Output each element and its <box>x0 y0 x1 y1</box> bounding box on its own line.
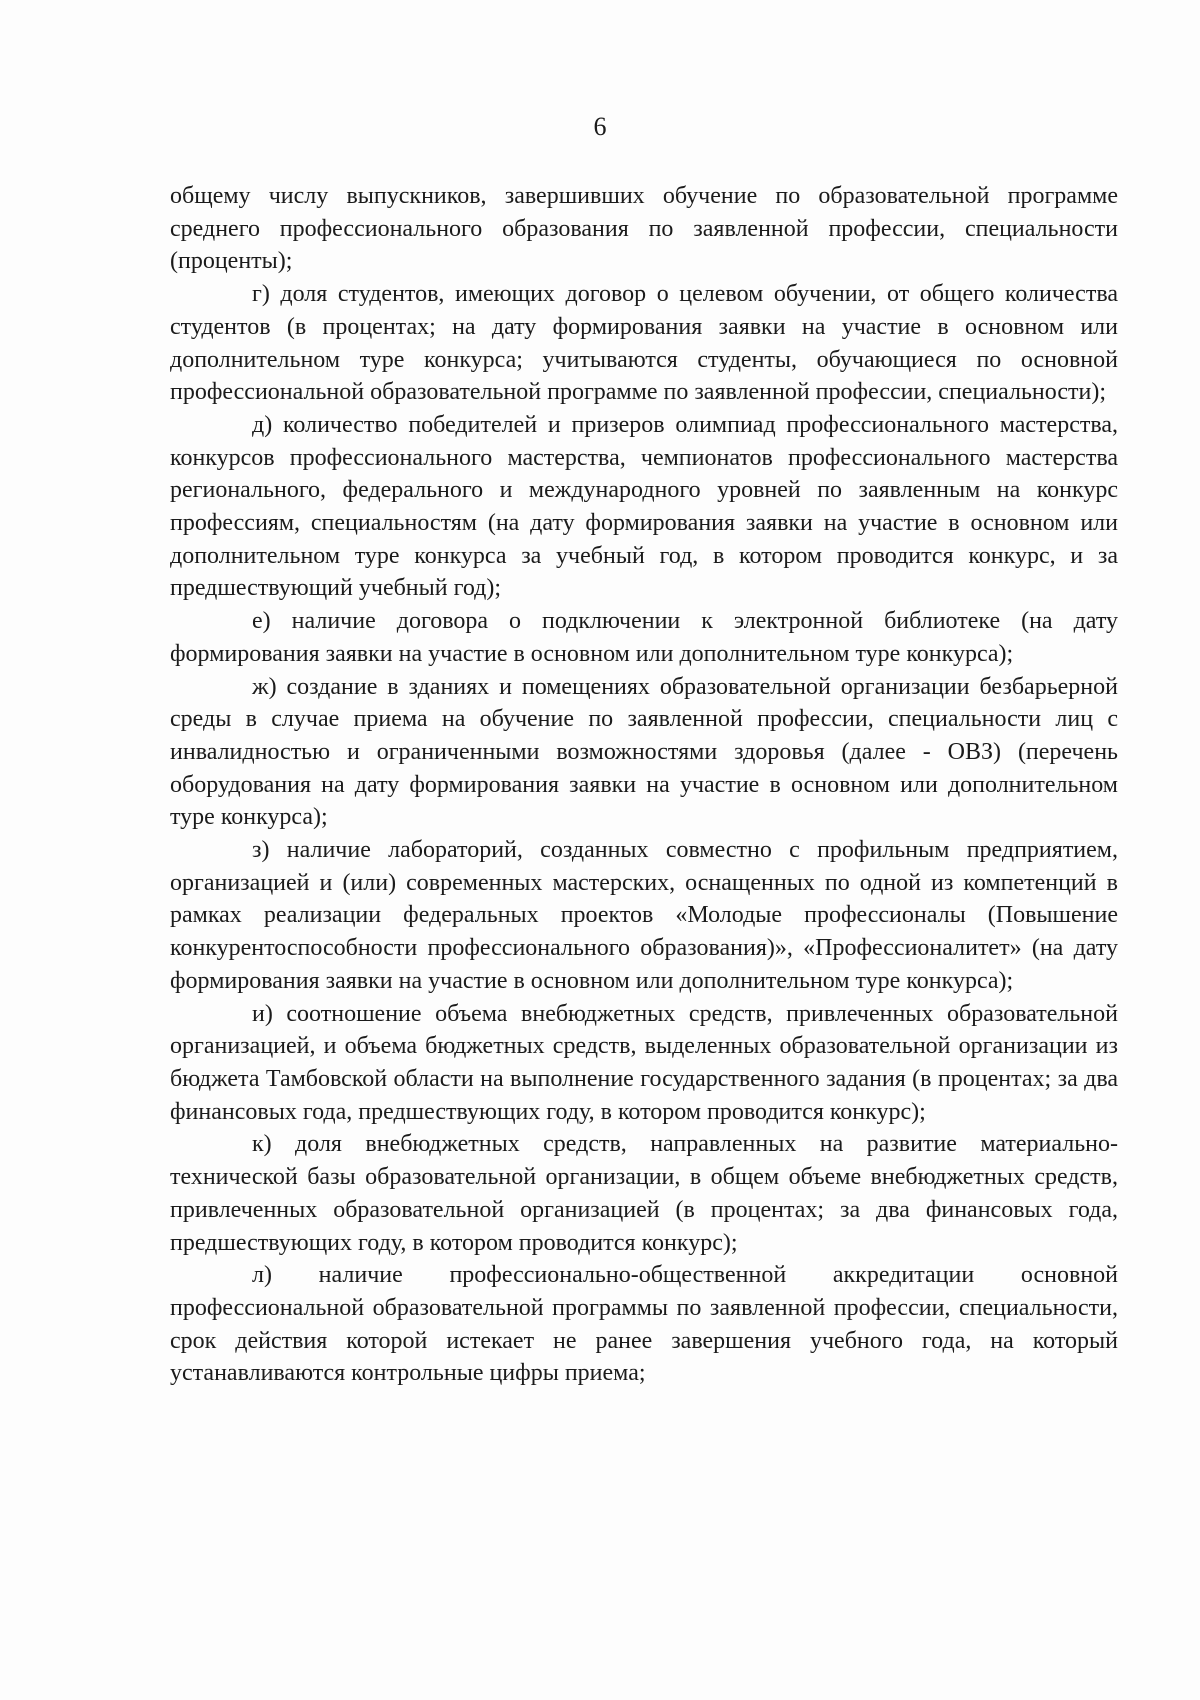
paragraph-e: е) наличие договора о подключении к электронной библиотеке (на дату формирования заявки на участие в основном или дополнительном туре конкурса); <box>170 608 1118 667</box>
paragraph-k: к) доля внебюджетных средств, направленных на развитие материально-технической базы образовательной организации, в общем объеме внебюджетных средств, привлеченных образовательной организацией (в процентах; за два финансовых года, предшествующих году, в котором проводится конкурс); <box>170 1131 1118 1256</box>
paragraph-g: г) доля студентов, имеющих договор о целевом обучении, от общего количества студентов (в процентах; на дату формирования заявки на участие в основном или дополнительном туре конкурса; учитываются студенты, обучающиеся по основной профессиональной образовательной программе по заявленной профессии, специальности); <box>170 281 1118 406</box>
paragraph-d: д) количество победителей и призеров олимпиад профессионального мастерства, конкурсов профессионального мастерства, чемпионатов профессионального мастерства регионального, федерального и международного уровней по заявленным на конкурс профессиям, специальностям (на дату формирования заявки на участие в основном или дополнительном туре конкурса за учебный год, в котором проводится конкурс, и за предшествующий учебный год); <box>170 411 1118 602</box>
paragraph-l: л) наличие профессионально-общественной аккредитации основной профессиональной образовательной программы по заявленной профессии, специальности, срок действия которой истекает не ранее завершения учебного года, на который устанавливаются контрольные цифры приема; <box>170 1262 1118 1387</box>
paragraph-zh: ж) создание в зданиях и помещениях образовательной организации безбарьерной среды в случае приема на обучение по заявленной профессии, специальности лиц с инвалидностью и ограниченными возможностями здоровья (далее - ОВЗ) (перечень оборудования на дату формирования заявки на участие в основном или дополнительном туре конкурса); <box>170 673 1118 831</box>
document-body <box>170 180 1118 1390</box>
page-number: 6 <box>593 112 607 141</box>
paragraph-continuation: общему числу выпускников, завершивших обучение по образовательной программе среднего профессионального образования по заявленной профессии, специальности (проценты); <box>170 183 1118 275</box>
paragraph-z: з) наличие лабораторий, созданных совместно с профильным предприятием, организацией и (или) современных мастерских, оснащенных по одной из компетенций в рамках реализации федеральных проектов «Молодые профессионалы (Повышение конкурентоспособности профессионального образования)», «Профессионалитет» (на дату формирования заявки на участие в основном или дополнительном туре конкурса); <box>170 837 1118 994</box>
paragraph-i: и) соотношение объема внебюджетных средств, привлеченных образовательной организацией, и объема бюджетных средств, выделенных образовательной организации из бюджета Тамбовской области на выполнение государственного задания (в процентах; за два финансовых года, предшествующих году, в котором проводится конкурс); <box>170 1000 1118 1125</box>
